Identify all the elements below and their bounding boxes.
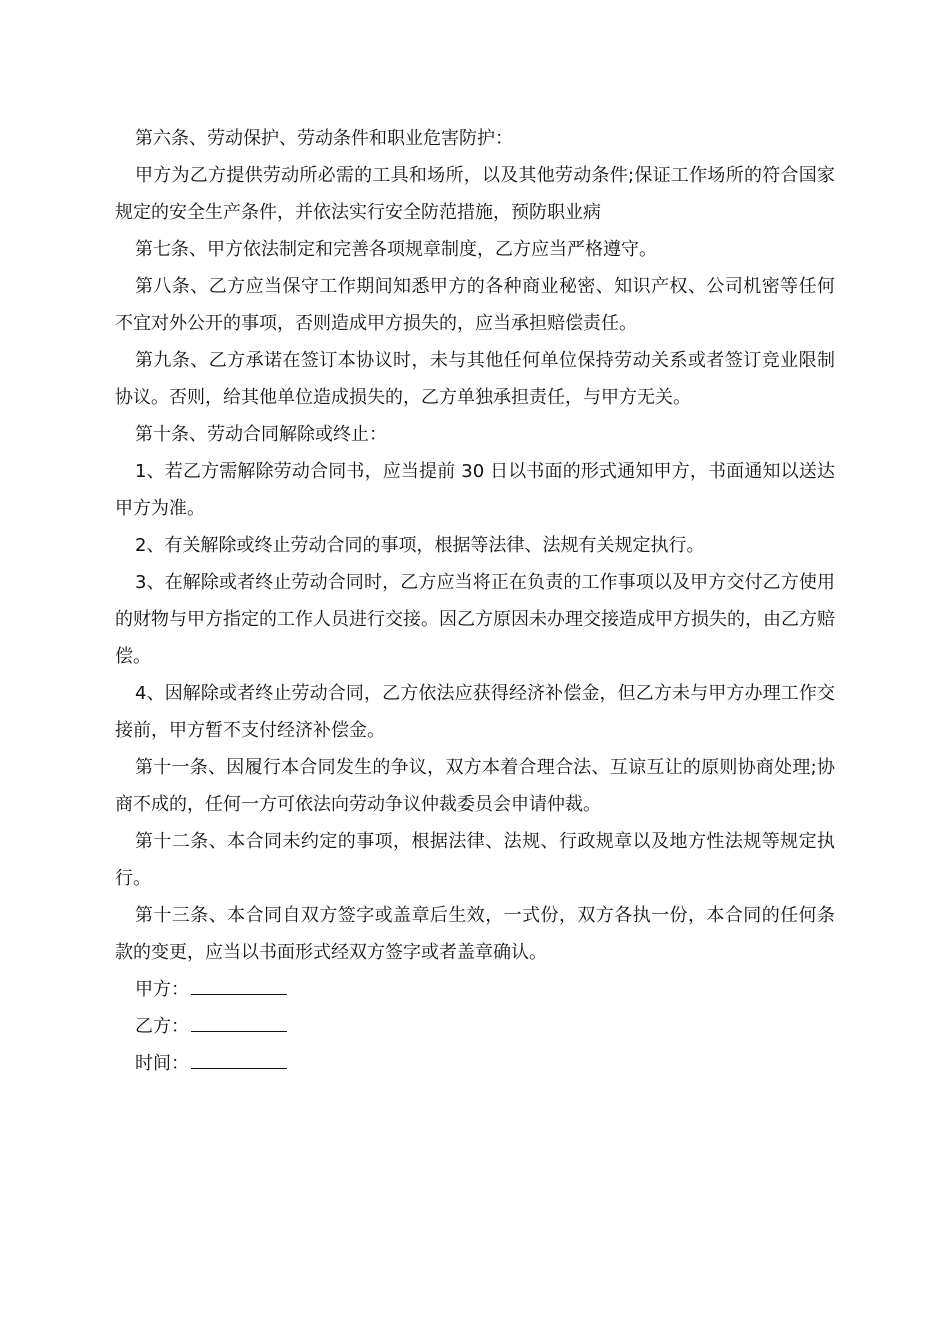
article-10-heading: 第十条、劳动合同解除或终止： bbox=[135, 424, 387, 445]
party-b-blank bbox=[191, 1009, 287, 1032]
party-a-blank bbox=[191, 972, 287, 995]
article-7: 第七条、甲方依法制定和完善各项规章制度，乙方应当严格遵守。 bbox=[135, 239, 657, 260]
date-label: 时间： bbox=[135, 1053, 189, 1074]
party-b-label: 乙方： bbox=[135, 1016, 189, 1037]
article-9: 第九条、乙方承诺在签订本协议时，未与其他任何单位保持劳动关系或者签订竞业限制协议。否则，给其他单位造成损失的，乙方单独承担责任，与甲方无关。 bbox=[115, 350, 835, 408]
article-10-item-4: 4、因解除或者终止劳动合同，乙方依法应获得经济补偿金，但乙方未与甲方办理工作交接前，甲方暂不支付经济补偿金。 bbox=[115, 683, 835, 741]
date-signature-line bbox=[115, 1045, 835, 1082]
article-13: 第十三条、本合同自双方签字或盖章后生效，一式份，双方各执一份，本合同的任何条款的变更，应当以书面形式经双方签字或者盖章确认。 bbox=[115, 905, 835, 963]
article-11: 第十一条、因履行本合同发生的争议，双方本着合理合法、互谅互让的原则协商处理;协商不成的，任何一方可依法向劳动争议仲裁委员会申请仲裁。 bbox=[115, 757, 835, 815]
article-6-body: 甲方为乙方提供劳动所必需的工具和场所，以及其他劳动条件;保证工作场所的符合国家规定的安全生产条件，并依法实行安全防范措施，预防职业病 bbox=[115, 165, 835, 223]
party-b-signature-line bbox=[115, 1008, 835, 1045]
party-a-label: 甲方： bbox=[135, 979, 189, 1000]
date-blank bbox=[191, 1046, 287, 1069]
document-body bbox=[115, 120, 835, 1082]
article-12: 第十二条、本合同未约定的事项，根据法律、法规、行政规章以及地方性法规等规定执行。 bbox=[115, 831, 835, 889]
article-10-item-3: 3、在解除或者终止劳动合同时，乙方应当将正在负责的工作事项以及甲方交付乙方使用的财物与甲方指定的工作人员进行交接。因乙方原因未办理交接造成甲方损失的，由乙方赔偿。 bbox=[115, 572, 835, 667]
article-10-item-1: 1、若乙方需解除劳动合同书，应当提前 30 日以书面的形式通知甲方，书面通知以送达甲方为准。 bbox=[115, 461, 835, 519]
article-6-heading: 第六条、劳动保护、劳动条件和职业危害防护： bbox=[135, 128, 513, 149]
article-8: 第八条、乙方应当保守工作期间知悉甲方的各种商业秘密、知识产权、公司机密等任何不宜对外公开的事项，否则造成甲方损失的，应当承担赔偿责任。 bbox=[115, 276, 835, 334]
party-a-signature-line bbox=[115, 971, 835, 1008]
article-10-item-2: 2、有关解除或终止劳动合同的事项，根据等法律、法规有关规定执行。 bbox=[135, 535, 705, 556]
